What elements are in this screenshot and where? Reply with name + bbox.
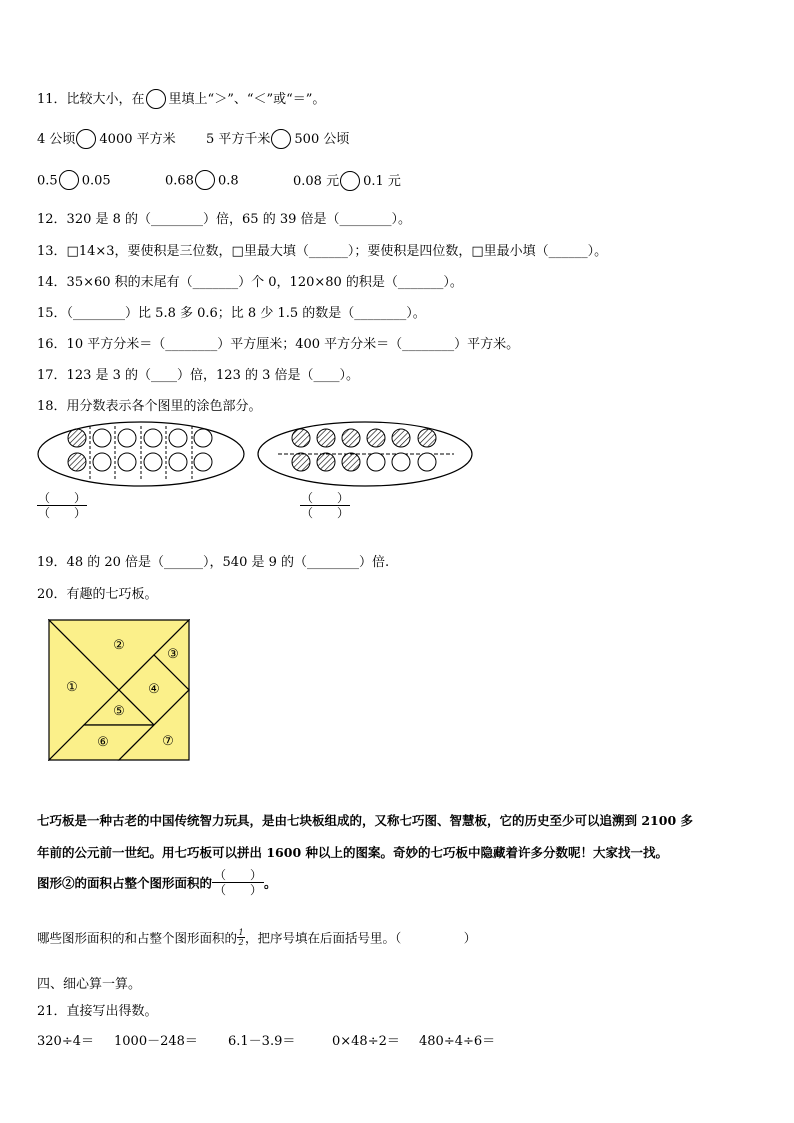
shaded-circle <box>68 429 86 447</box>
q11-item-4: 0.68 0.8 <box>165 170 239 192</box>
shaded-circle <box>292 453 310 471</box>
empty-circle <box>194 429 212 447</box>
q11-item-5: 0.08 元 0.1 元 <box>293 170 401 193</box>
fraction-one-half: $\frac{1}{2}$ <box>238 928 244 947</box>
empty-circle <box>194 453 212 471</box>
q16-text: 16．10 平方分米＝（________）平方厘米；400 平方分米＝（________）平方米。 <box>37 337 520 352</box>
q11-item-2: 5 平方千米 500 公顷 <box>206 128 349 151</box>
shaded-circle <box>392 429 410 447</box>
shaded-circle <box>317 429 335 447</box>
piece-label-1: ① <box>66 680 78 695</box>
empty-circle <box>93 453 111 471</box>
empty-circle <box>392 453 410 471</box>
tangram-question-1: 图形②的面积占整个图形面积的 $\frac{( )}{( )}$ 。 <box>37 868 277 897</box>
compare-blank[interactable] <box>271 129 293 151</box>
empty-circle <box>367 453 385 471</box>
calc-item-1: 320÷4＝ <box>37 1034 94 1049</box>
section-heading: 四、细心算一算。 <box>37 977 142 992</box>
fraction-answer-1[interactable]: $\frac{( )}{( )}$ <box>37 491 86 520</box>
q20-title: 20．有趣的七巧板。 <box>37 587 158 602</box>
q19-text: 19．48 的 20 倍是（______），540 是 9 的（________）倍. <box>37 555 390 570</box>
shaded-circle <box>342 429 360 447</box>
q13-text: 13．□14×3，要使积是三位数，□里最大填（______）；要使积是四位数，□里最小填（______）。 <box>37 244 608 259</box>
shaded-circle <box>292 429 310 447</box>
piece-label-5: ⑤ <box>113 704 125 719</box>
empty-circle <box>169 453 187 471</box>
empty-circle <box>144 453 162 471</box>
q17-text: 17．123 是 3 的（____）倍，123 的 3 倍是（____）。 <box>37 368 360 383</box>
empty-circle <box>144 429 162 447</box>
piece-label-4: ④ <box>148 682 160 697</box>
tangram-question-2: 哪些图形面积的和占整个图形面积的 $\frac{1}{2}$ ，把序号填在后面括号里。（ ） <box>37 928 477 947</box>
shaded-circle <box>342 453 360 471</box>
calc-item-3: 6.1－3.9＝ <box>228 1034 296 1049</box>
shaded-circle <box>317 453 335 471</box>
q21-title: 21．直接写出得数。 <box>37 1004 158 1019</box>
piece-label-7: ⑦ <box>162 734 174 749</box>
shaded-circle <box>367 429 385 447</box>
tangram-paragraph-1: 七巧板是一种古老的中国传统智力玩具，是由七块板组成的，又称七巧图、智慧板，它的历史至少可以追溯到 2100 多 <box>37 813 693 828</box>
piece-label-6: ⑥ <box>97 735 109 750</box>
piece-label-2: ② <box>113 638 125 653</box>
compare-blank[interactable] <box>76 129 98 151</box>
compare-blank[interactable] <box>59 170 81 192</box>
q11-item-3: 0.5 0.05 <box>37 170 111 192</box>
shaded-circle <box>418 429 436 447</box>
empty-circle <box>118 429 136 447</box>
fraction-answer-2[interactable]: $\frac{( )}{( )}$ <box>300 491 349 520</box>
calc-item-5: 480÷4÷6＝ <box>419 1034 496 1049</box>
shaded-circle <box>68 453 86 471</box>
q15-text: 15．（________）比 5.8 多 0.6；比 8 少 1.5 的数是（________）。 <box>37 306 426 321</box>
q11-title: 11．比较大小，在 里填上“＞”、“＜”或“＝”。 <box>37 88 325 111</box>
q18-title: 18．用分数表示各个图里的涂色部分。 <box>37 399 262 414</box>
empty-circle <box>418 453 436 471</box>
fraction-answer-3[interactable]: $\frac{( )}{( )}$ <box>214 868 263 897</box>
compare-blank[interactable] <box>340 171 362 193</box>
q14-text: 14．35×60 积的末尾有（_______）个 0，120×80 的积是（_______）。 <box>37 275 463 290</box>
tangram-figure <box>48 619 190 761</box>
calc-item-4: 0×48÷2＝ <box>332 1034 400 1049</box>
empty-circle <box>93 429 111 447</box>
q11-item-1: 4 公顷 4000 平方米 <box>37 128 176 151</box>
calc-item-2: 1000－248＝ <box>114 1034 198 1049</box>
compare-blank[interactable] <box>195 170 217 192</box>
empty-circle <box>118 453 136 471</box>
fraction-figure-1 <box>36 420 246 488</box>
fraction-figure-2 <box>256 420 474 488</box>
compare-circle-example <box>146 89 168 111</box>
q12-text: 12．320 是 8 的（________）倍，65 的 39 倍是（________）。 <box>37 212 412 227</box>
empty-circle <box>169 429 187 447</box>
tangram-paragraph-2: 年前的公元前一世纪。用七巧板可以拼出 1600 种以上的图案。奇妙的七巧板中隐藏着许多分数呢！大家找一找。 <box>37 845 668 860</box>
piece-label-3: ③ <box>167 647 179 662</box>
